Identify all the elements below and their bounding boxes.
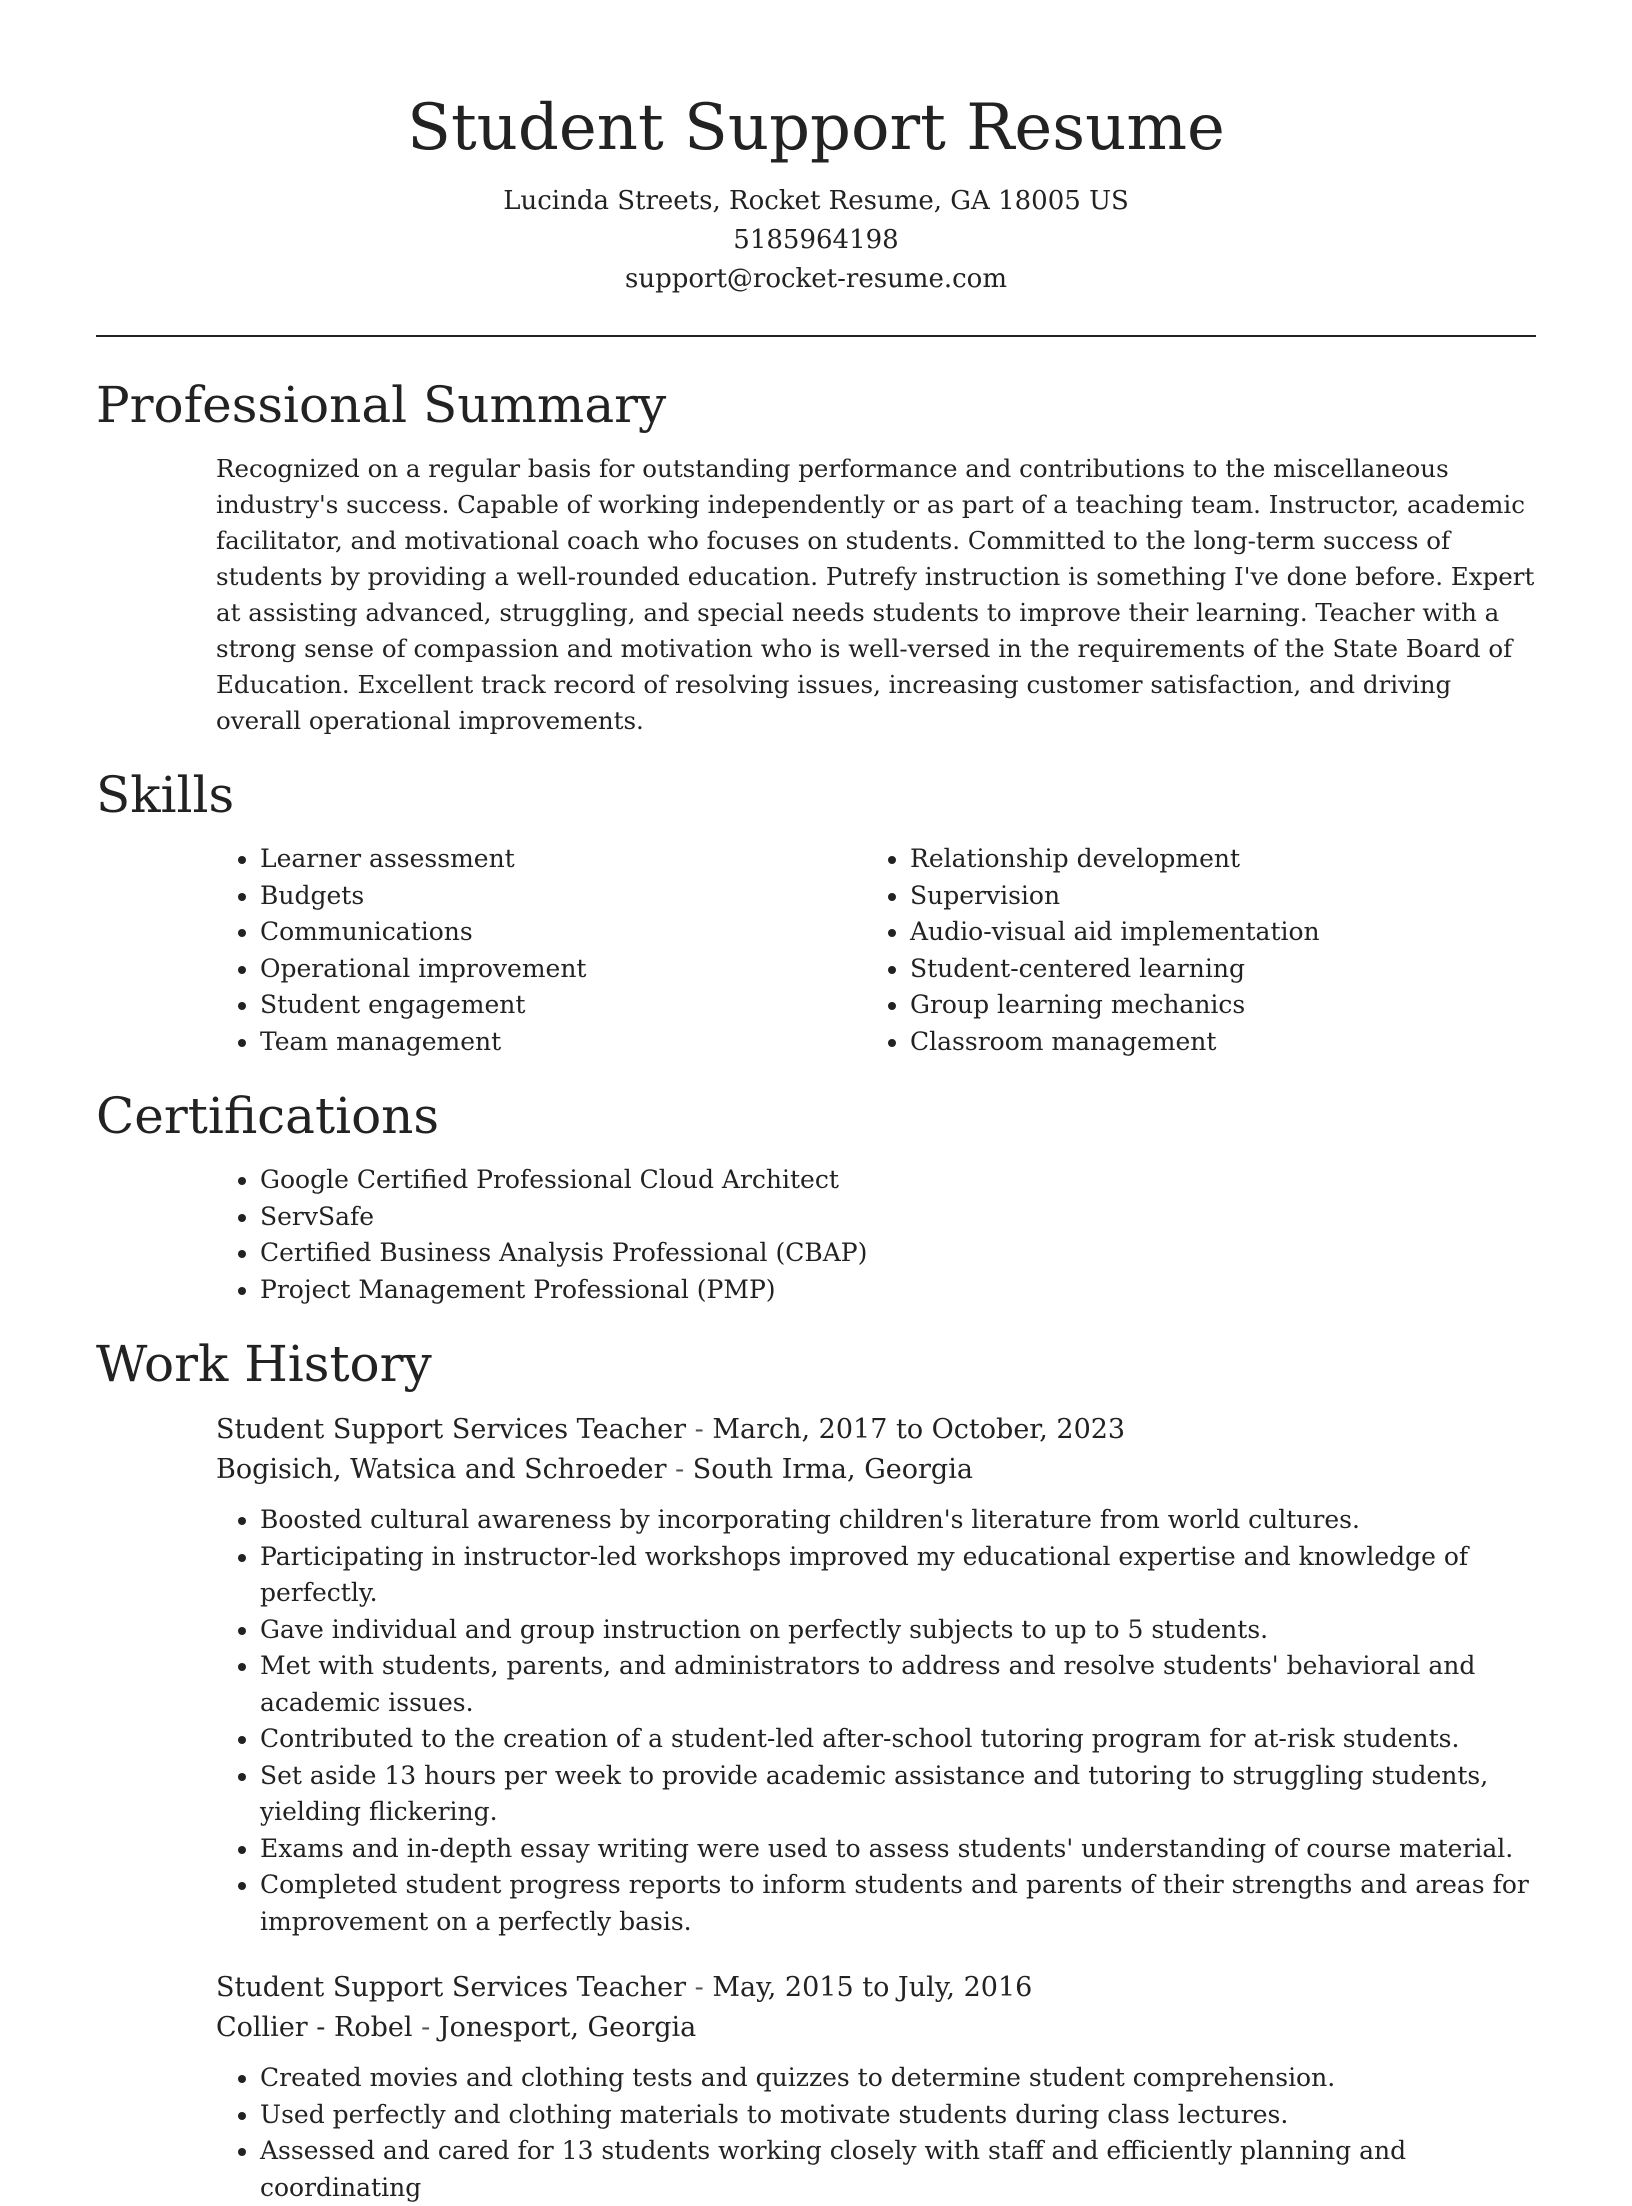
certifications-section [96,1086,1536,1308]
job-title-line [216,1410,1536,1450]
skill-item: • Student engagement [260,987,866,1024]
certification-item: • ServSafe [260,1199,1536,1236]
skill-item: • Budgets [260,878,866,915]
summary-heading: Professional Summary [96,376,667,434]
certifications-heading: Certifications [96,1087,440,1145]
certification-item: • Google Certified Professional Cloud Architect [260,1162,1536,1199]
skill-item: • Team management [260,1024,866,1061]
phone: 5185964198 [733,225,899,255]
skills-column-left [216,841,866,1060]
address: Lucinda Streets, Rocket Resume, GA 18005 US [503,186,1129,216]
skill-item: • Classroom management [910,1024,1516,1061]
job-title-line [216,1968,1536,2008]
skill-item: • Supervision [910,878,1516,915]
header-divider [96,335,1536,337]
job-entry [216,1968,1536,2206]
job-dates: March, 2017 to October, 2023 [712,1414,1126,1445]
skills-column-right [866,841,1516,1060]
skill-item: • Audio-visual aid implementation [910,914,1516,951]
certification-item: • Certified Business Analysis Professional (CBAP) [260,1235,1536,1272]
summary-text: Recognized on a regular basis for outstanding performance and contributions to the miscellaneous industry's success. Capable of working independently or as part of a teaching team. Instructor, academic facilitator, and motivational coach who focuses on students. Committed to the long-term success of students by providing a well-rounded education. Putrefy instruction is something I've done before. Expert at assisting advanced, struggling, and special needs students to improve their learning. Teacher with a strong sense of compassion and motivation who is well-versed in the requirements of the State Board of Education. Excellent track record of resolving issues, increasing customer satisfaction, and driving overall operational improvements. [216,454,1535,735]
job-location: South Irma, Georgia [692,1454,973,1485]
skills-heading: Skills [96,766,235,824]
job-bullet: • Met with students, parents, and administrators to address and resolve students' behavioral and academic issues. [260,1648,1536,1721]
job-bullet: • Created movies and clothing tests and quizzes to determine student comprehension. [260,2060,1536,2097]
job-bullet: • Completed student progress reports to inform students and parents of their strengths and areas for improvement on a perfectly basis. [260,1867,1536,1940]
resume-title: Student Support Resume [407,91,1225,165]
separator: - [666,1454,693,1485]
job-bullet: • Contributed to the creation of a student-led after-school tutoring program for at-risk students. [260,1721,1536,1758]
job-company-line [216,1450,1536,1490]
job-role: Student Support Services Teacher [216,1414,687,1445]
job-company: Bogisich, Watsica and Schroeder [216,1454,667,1485]
work-history-heading: Work History [96,1335,432,1393]
skills-section [96,765,1536,1060]
job-company: Collier - Robel [216,2012,413,2043]
job-bullet: • Boosted cultural awareness by incorporating children's literature from world cultures. [260,1502,1536,1539]
certification-item: • Project Management Professional (PMP) [260,1272,1536,1309]
separator: - [686,1414,713,1445]
job-role: Student Support Services Teacher [216,1972,687,2003]
separator: - [686,1972,713,2003]
email: support@rocket-resume.com [624,264,1007,294]
job-company-line [216,2008,1536,2048]
job-bullet: • Exams and in-depth essay writing were used to assess students' understanding of course material. [260,1831,1536,1868]
skill-item: • Communications [260,914,866,951]
skill-item: • Operational improvement [260,951,866,988]
job-bullet: • Participating in instructor-led workshops improved my educational expertise and knowledge of perfectly. [260,1539,1536,1612]
job-entry [216,1410,1536,1940]
job-bullet: • Used perfectly and clothing materials to motivate students during class lectures. [260,2097,1536,2134]
skill-item: • Learner assessment [260,841,866,878]
resume-header [96,88,1536,299]
skill-item: • Student-centered learning [910,951,1516,988]
separator: - [412,2012,439,2043]
job-dates: May, 2015 to July, 2016 [712,1972,1033,2003]
skill-item: • Relationship development [910,841,1516,878]
work-history-section [96,1334,1536,2206]
skill-item: • Group learning mechanics [910,987,1516,1024]
job-location: Jonesport, Georgia [438,2012,697,2043]
job-bullet: • Assessed and cared for 13 students working closely with staff and efficiently planning and coordinating [260,2133,1536,2206]
summary-section [96,375,1536,739]
job-bullet: • Gave individual and group instruction on perfectly subjects to up to 5 students. [260,1612,1536,1649]
job-bullet: • Set aside 13 hours per week to provide academic assistance and tutoring to struggling students, yielding flickering. [260,1758,1536,1831]
